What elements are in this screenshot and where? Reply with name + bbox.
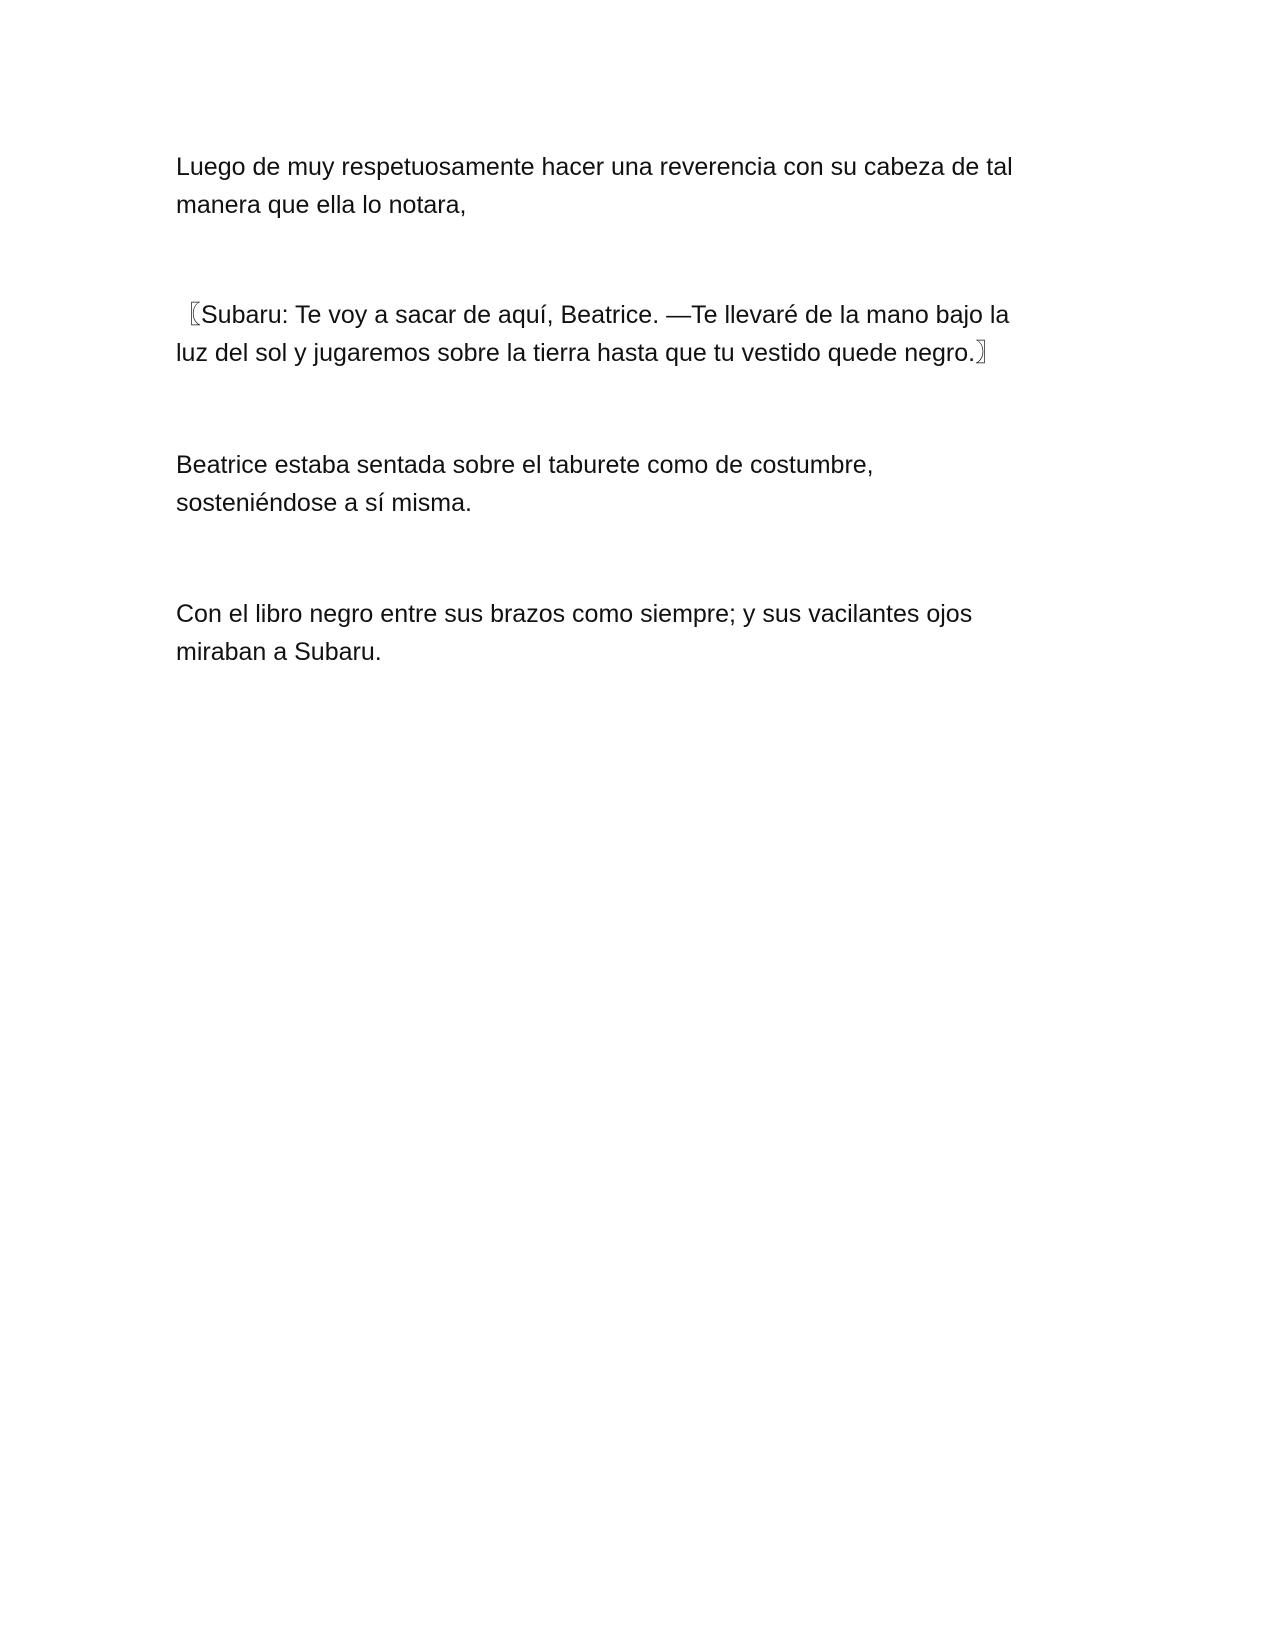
paragraph-beatrice-seated [176, 446, 1076, 522]
paragraph-subaru-quote [176, 296, 1076, 372]
paragraph-line: Con el libro negro entre sus brazos como siempre; y sus vacilantes ojos [176, 600, 973, 628]
paragraph-line: sosteniéndose a sí misma. [176, 489, 472, 517]
paragraph-line: Beatrice estaba sentada sobre el taburete como de costumbre, [176, 451, 874, 479]
paragraph-line: luz del sol y jugaremos sobre la tierra hasta que tu vestido quede negro.〗 [176, 339, 1001, 367]
paragraph-bow [176, 148, 1076, 224]
paragraph-line: 〖Subaru: Te voy a sacar de aquí, Beatrice. —Te llevaré de la mano bajo la [176, 301, 1010, 329]
paragraph-line: manera que ella lo notara, [176, 191, 467, 219]
paragraph-line: miraban a Subaru. [176, 638, 382, 666]
paragraph-line: Luego de muy respetuosamente hacer una reverencia con su cabeza de tal [176, 153, 1013, 181]
paragraph-black-book [176, 595, 1076, 671]
